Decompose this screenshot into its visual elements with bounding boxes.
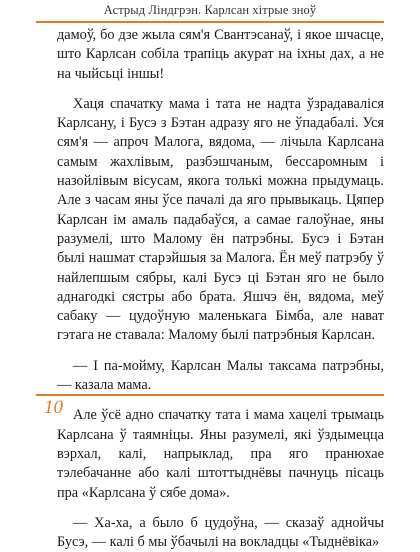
footer-rule xyxy=(36,394,384,396)
running-header: Астрыд Ліндгрэн. Карлсан хітрые зноў xyxy=(103,3,317,17)
paragraph: — І па-мойму, Карлсан Малы таксама патрэбны, — казала мама. xyxy=(57,357,384,394)
header-rule xyxy=(36,21,384,23)
paragraph: — Ха-ха, а было б цудоўна, — сказаў аднойчы Бусэ, — калі б мы ўбачылі на вокладцы «Тыднёвіка» xyxy=(57,514,384,551)
paragraph: Але ўсё адно спачатку тата і мама хацелі трымаць Карлсана ў таямніцы. Яны разумелі, які ўздымецца вэрхал, калі, напрыклад, пра яго пранюхае тэлебачанне або калі штоттыднёвы пачнуць пісаць пра «Карлсана ў сябе дома». xyxy=(57,407,384,501)
page-number: 10 xyxy=(44,397,63,418)
body-text xyxy=(57,26,384,552)
paragraph: дамоў, бо дзе жыла сям'я Свантэсанаў, і якое шчасце, што Карлсан собіла трапіць акурат на іхны дах, а не на чыйсьці іншы! xyxy=(57,27,384,82)
paragraph: Хаця спачатку мама і тата не надта ўзрадаваліся Карлсану, і Бусэ з Бэтан адразу яго не ўпадабалі. Уся сям'я — апроч Малога, вядома, — лічыла Карлсана самым жахлівым, разбэшчаным, бессаромным і назойлівым вісусам, якога толькі можна прыдумаць. Але з часам яны ўсе пачалі да яго прывыкаць. Цяпер Карлсан ім амаль падабаўся, а самае галоўнае, яны разумелі, што Малому ён патрэбны. Бусэ і Бэтан былі нашмат старэйшыя за Малога. Ён меў патрэбу ў найлепшым сябры, калі Бусэ ці Бэтан яго не было аднагодкі сястры або брата. Яшчэ ён, вядома, меў сабаку — цудоўную маленькага Бімба, але нават гэтага не ставала: Малому былі патрэбныя Карлсан. xyxy=(57,95,384,344)
